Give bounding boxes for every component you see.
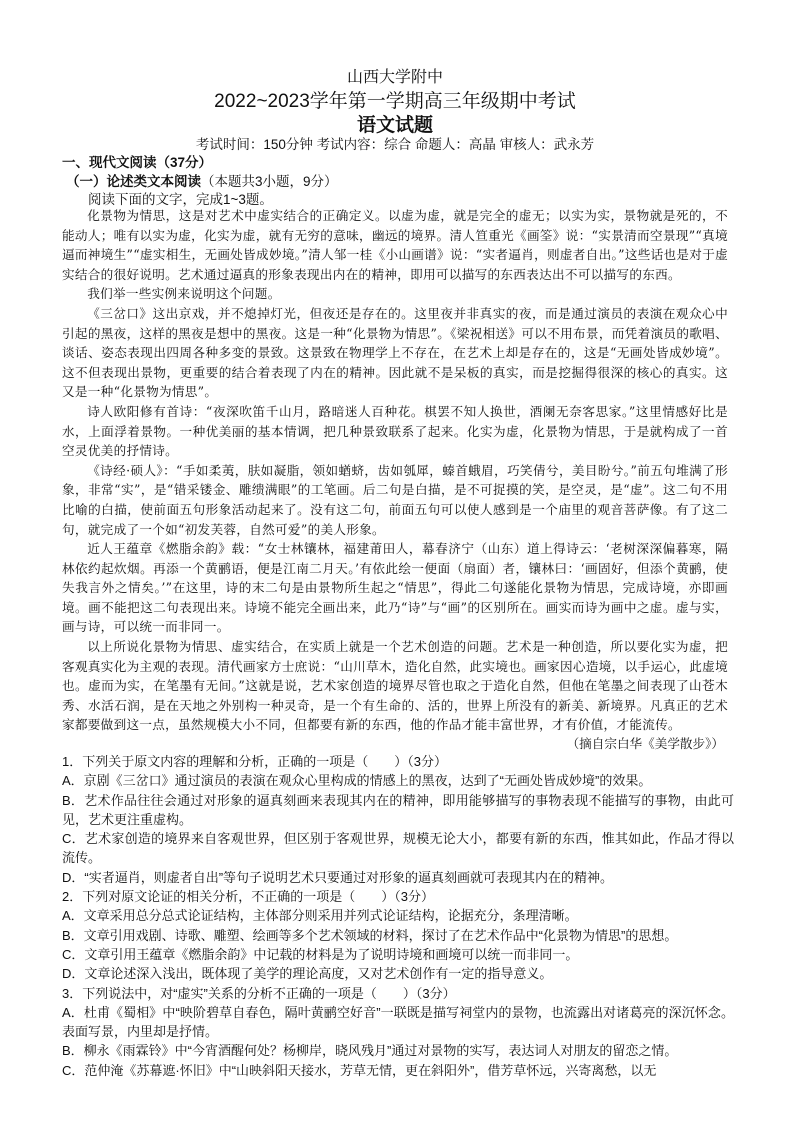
question-option: A．文章采用总分总式论证结构，主体部分则采用并列式论证结构，论据充分，条理清晰。: [62, 908, 578, 924]
passage-paragraph: 近人王蕴章《燃脂余韵》载：“女士林镶林，福建莆田人，幕春济宁（山东）道上得诗云：‘老树深深偏暮寒，隔林依约起炊烟。再添一个黄鹂语，便是江南二月天。’有依此绘一便面（扇面）者，镶林曰：‘画固好，但添个黄鹂，使失我言外之情矣。’”在这里，诗的末二句是由景物所生起之“情思”，得此二句遂能化景物为情思，完成诗境，亦即画境。画不能把这二句表现出来。诗境不能完全画出来，此乃“诗”与“画”的区别所在。画实而诗为画中之虚。虚与实，画与诗，可以统一而非同一。: [62, 541, 728, 635]
exam-meta: 考试时间：150分钟 考试内容：综合 命题人：高晶 审核人：武永芳: [195, 137, 595, 152]
question-option: C．艺术家创造的境界来自客观世界，但区别于客观世界，规模无论大小，都要有新的东西，惟其如此，作品才得以流传。: [62, 831, 734, 866]
question-option: B．艺术作品往往会通过对形象的逼真刻画来表现其内在的精神，即用能够描写的事物表现不能描写的事物，由此可见，艺术更注重虚构。: [62, 792, 734, 827]
question-stem: 1．下列关于原文内容的理解和分析，正确的一项是（ ）（3分）: [62, 754, 447, 769]
question-stem: 2．下列对原文论证的相关分析，不正确的一项是（ ）（3分）: [62, 889, 434, 905]
subsection-note: （本题共3小题，9分）: [201, 174, 338, 189]
question-option: A．杜甫《蜀相》中“映阶碧草自春色，隔叶黄鹂空好音”一联既是描写祠堂内的景物，也流露出对诸葛亮的深沉怀念。表面写景，内里却是抒情。: [62, 1004, 734, 1040]
question-option: A．京剧《三岔口》通过演员的表演在观众心里构成的情感上的黑夜，达到了“无画处皆成妙境”的效果。: [62, 773, 652, 789]
question-list: [62, 752, 734, 1080]
passage-paragraph: 《诗经·硕人》：“手如柔荑，肤如凝脂，领如蝤蛴，齿如瓠犀，螓首蛾眉，巧笑倩兮，美目盼兮。”前五句堆满了形象，非常“实”，是“错采镂金、雕缋满眼”的工笔画。后二句是白描，是不可捉摸的笑，是空灵，是“虚”。这二句不用比喻的白描，使前面五句形象活动起来了。没有这二句，前面五句可以使人感到是一个庙里的观音菩萨像。有了这二句，就完成了一个如“初发芙蓉，自然可爱”的美人形象。: [62, 462, 728, 537]
question-stem: 3．下列说法中，对“虚实”关系的分析不正确的一项是（ ）（3分）: [62, 985, 456, 1001]
passage-paragraph: 《三岔口》这出京戏，并不熄掉灯光，但夜还是存在的。这里夜并非真实的夜，而是通过演员的表演在观众心中引起的黑夜，这样的黑夜是想中的黑夜。这是一种“化景物为情思”。《梁祝相送》可以不用布景，而凭着演员的歌唱、谈话、姿态表现出四周各种多变的景致。这景致在物理学上不存在，在艺术上却是存在的，这是“无画处皆成妙境”。这不但表现出景物，更重要的结合着表现了内在的精神。因此就不是呆板的真实，而是挖掘得很深的核心的真实。这又是一种“化景物为情思”。: [62, 305, 728, 400]
question-option: B．柳永《雨霖铃》中“今宵酒醒何处？杨柳岸，晓风残月”通过对景物的实写，表达词人对朋友的留恋之情。: [62, 1043, 678, 1059]
exam-title: 2022~2023学年第一学期高三年级期中考试: [214, 91, 576, 112]
question-option: D．“实者逼肖，则虚者自出”等句子说明艺术只要通过对形象的逼真刻画就可表现其内在的精神。: [62, 869, 614, 885]
subsection-title: （一）论述类文本阅读: [66, 174, 201, 189]
passage-paragraph: 化景物为情思，这是对艺术中虚实结合的正确定义。以虚为虚，就是完全的虚无；以实为实，景物就是死的，不能动人；唯有以实为虚，化实为虚，就有无穷的意味，幽远的境界。清人笪重光《画筌》说：“实景清而空景现”“真境逼而神境生”“虚实相生，无画处皆成妙境。”清人邹一桂《小山画谱》说：“实者逼肖，则虚者自出。”这些话也是对于虚实结合的很好说明。艺术通过逼真的形象表现出内在的精神，即用可以描写的东西表达出不可以描写的东西。: [62, 208, 728, 282]
question-option: B．文章引用戏剧、诗歌、雕塑、绘画等多个艺术领域的材料，探讨了在艺术作品中“化景物为情思”的思想。: [62, 927, 678, 943]
section-title: 一、现代文阅读（37分）: [62, 155, 213, 170]
question-option: D．文章论述深入浅出，既体现了美学的理论高度，又对艺术创作有一定的指导意义。: [62, 966, 553, 982]
reading-instruction: 阅读下面的文字，完成1~3题。: [88, 192, 273, 207]
question-option: C．范仲淹《苏幕遮·怀旧》中“山映斜阳天接水，芳草无情，更在斜阳外”，借芳草怀远，兴寄离愁，以无: [62, 1062, 657, 1078]
school-name: 山西大学附中: [346, 69, 443, 86]
subsection-heading: [66, 170, 338, 190]
reading-passage: [62, 206, 728, 735]
subject-title: 语文试题: [356, 115, 433, 136]
passage-paragraph: 诗人欧阳修有首诗：“夜深吹笛千山月，路暗迷人百种花。棋罢不知人换世，酒阑无奈客思家。”这里情感好比是水，上面浮着景物。一种优美丽的基本情调，把几种景致联系了起来。化实为虚，化景物为情思，于是就构成了一首空灵优美的抒情诗。: [62, 403, 728, 459]
passage-paragraph: 我们举一些实例来说明这个问题。: [87, 286, 281, 302]
passage-source: （摘自宗白华《美学散步》）: [566, 736, 724, 751]
passage-paragraph: 以上所说化景物为情思、虚实结合，在实质上就是一个艺术创造的问题。艺术是一种创造，所以要化实为虚，把客观真实化为主观的表现。清代画家方士庶说：“山川草木，造化自然，此实境也。画家因心造境，以手运心，此虚境也。虚而为实，在笔墨有无间。”这就是说，艺术家创造的境界尽管也取之于造化自然，但他在笔墨之间表现了山苍木秀、水活石润，是在天地之外别构一种灵奇，是一个有生命的、活的，世界上所没有的新美、新境界。凡真正的艺术家都要做到这一点，虽然规模大小不同，但都要有新的东西，他的作品才能丰富世界，才有价值，才能流传。: [62, 639, 728, 733]
question-option: C．文章引用王蕴章《燃脂余韵》中记载的材料是为了说明诗境和画境可以统一而非同一。: [62, 946, 579, 962]
